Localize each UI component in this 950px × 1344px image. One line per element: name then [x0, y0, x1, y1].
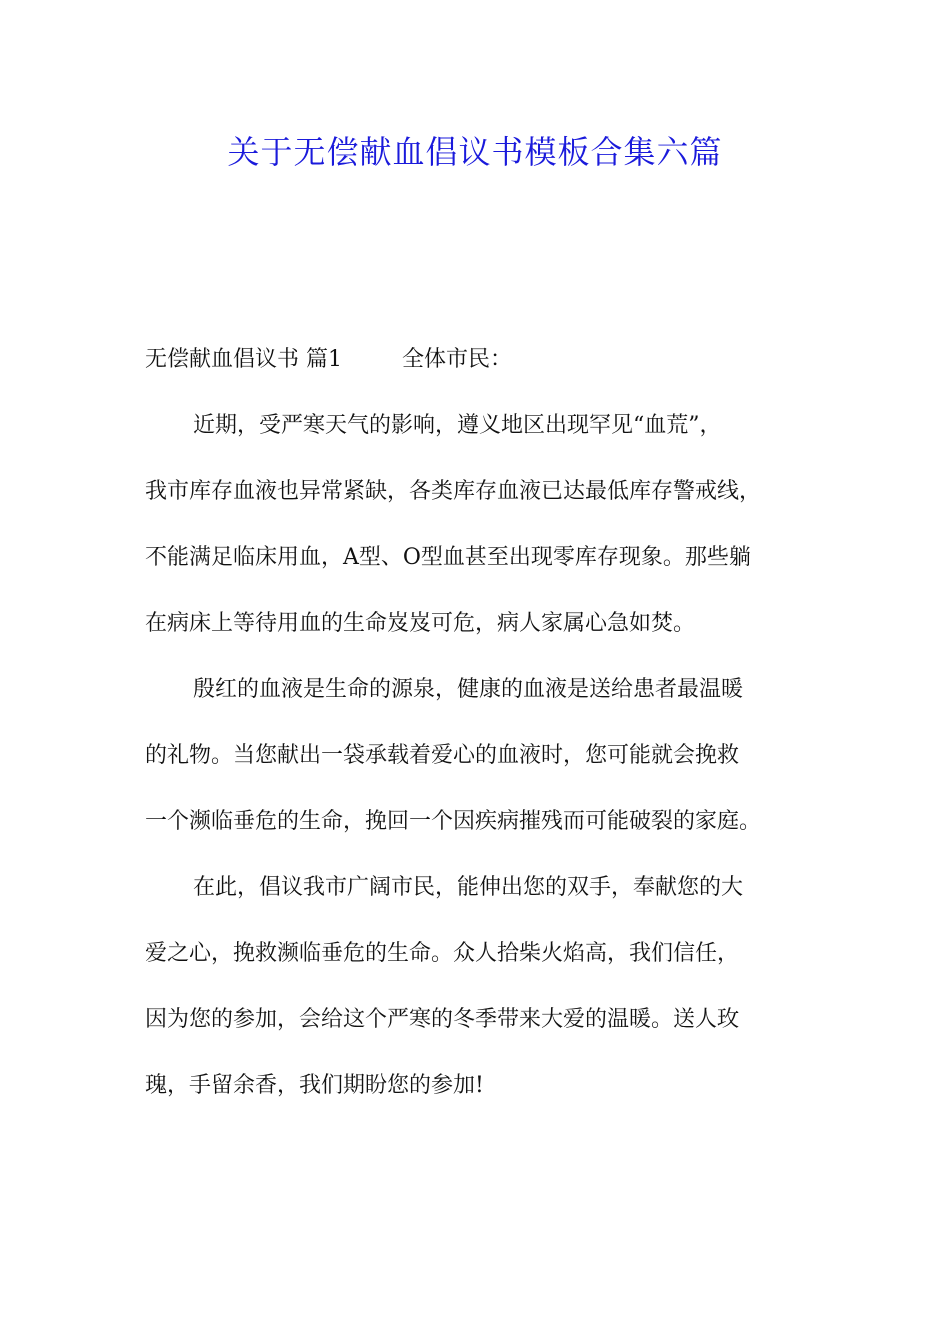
paragraph-line: 殷红的血液是生命的源泉，健康的血液是送给患者最温暖: [193, 677, 744, 702]
salutation: 全体市民：: [402, 347, 513, 372]
section-label: 无偿献血倡议书 篇1: [145, 347, 342, 372]
paragraph-line: 爱之心，挽救濒临垂危的生命。众人拾柴火焰高，我们信任，: [145, 941, 740, 966]
paragraph-line: 一个濒临垂危的生命，挽回一个因疾病摧残而可能破裂的家庭。: [145, 809, 762, 834]
heading-line: [145, 338, 835, 404]
paragraph-line: 在此，倡议我市广阔市民，能伸出您的双手，奉献您的大: [193, 875, 744, 900]
paragraph-line: 因为您的参加，会给这个严寒的冬季带来大爱的温暖。送人玫: [145, 1007, 740, 1032]
paragraph-line: 的礼物。当您献出一袋承载着爱心的血液时，您可能就会挽救: [145, 743, 740, 768]
paragraph-line: 瑰，手留余香，我们期盼您的参加!: [145, 1073, 484, 1098]
paragraph-line: 在病床上等待用血的生命岌岌可危，病人家属心急如焚。: [145, 611, 696, 636]
paragraph-line: 近期，受严寒天气的影响，遵义地区出现罕见“血荒”，: [193, 413, 722, 438]
document-body: [145, 338, 835, 1130]
paragraph-line: 我市库存血液也异常紧缺，各类库存血液已达最低库存警戒线，: [145, 479, 762, 504]
document-title: 关于无偿献血倡议书模板合集六篇: [227, 133, 723, 171]
paragraph-line: 不能满足临床用血，A型、O型血甚至出现零库存现象。那些躺: [145, 545, 751, 570]
